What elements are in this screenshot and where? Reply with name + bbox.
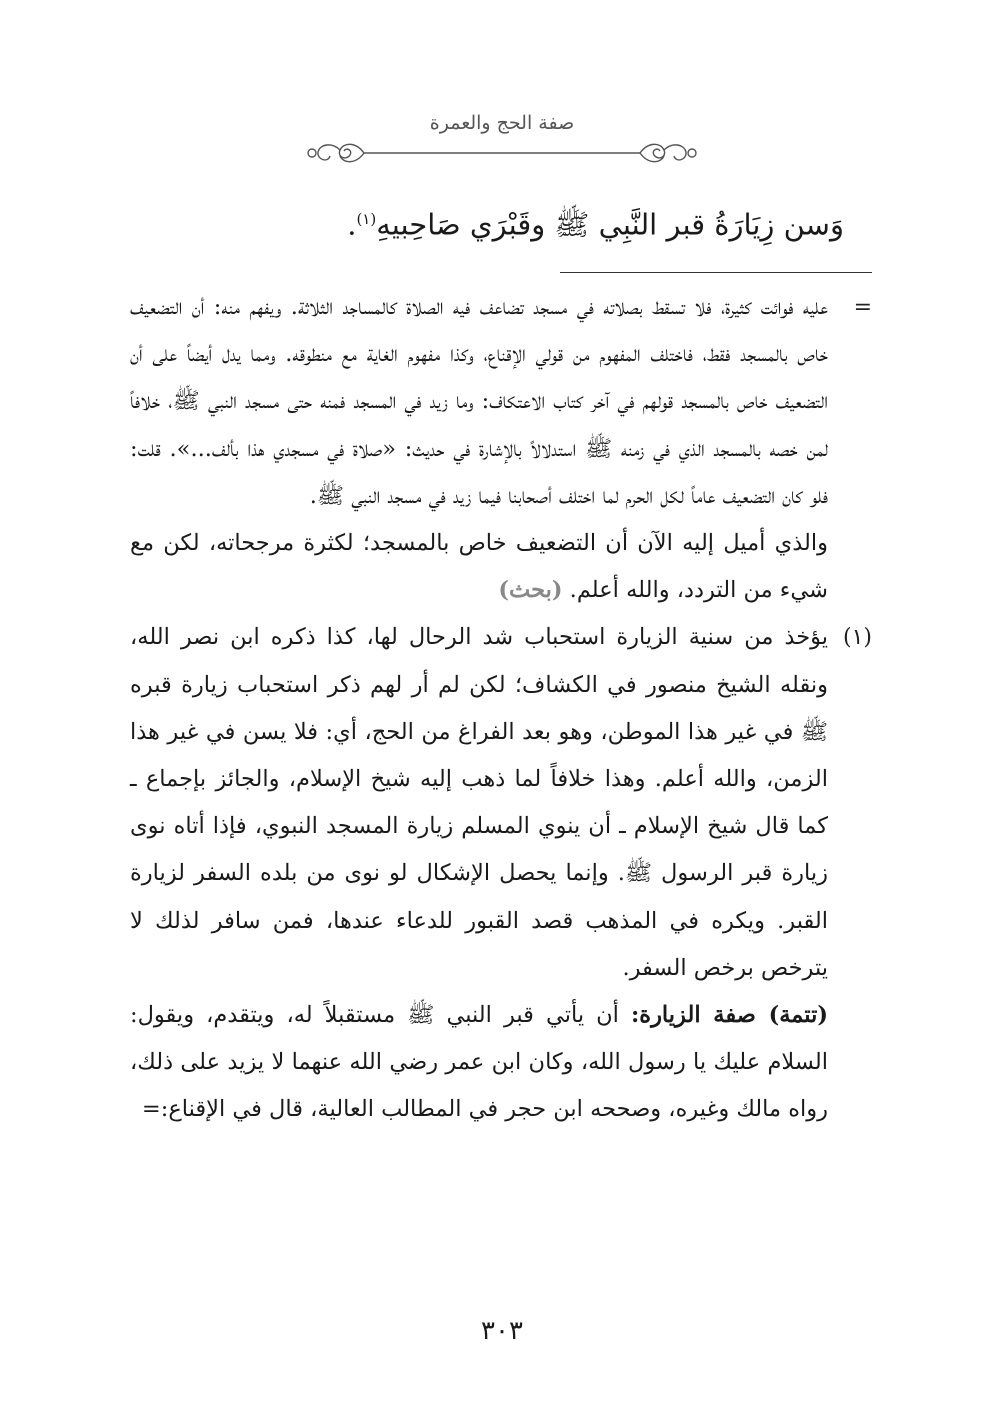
header-ornament-icon bbox=[300, 138, 704, 168]
continuation-marker: = bbox=[853, 295, 872, 320]
continuation-paragraph-1: عليه فوائت كثيرة، فلا تسقط بصلاته في مسجد تضاعف فيه الصلاة كالمساجد الثلاثة. ويفهم منه: أن التضعيف خاص بالمسجد فقط، فاختلف المفهوم من قولي الإقناع، وكذا مفهوم الغاية مع منطوقه. ومما يدل أيضاً على أن التضعيف خاص بالمسجد قولهم في آخر كتاب الاعتكاف: وما زيد في المسجد فمنه حتى مسجد النبي ﷺ، خلافاً لمن خصه بالمسجد الذي في زمنه ﷺ استدلالاً بالإشارة في حديث: «صلاة في مسجدي هذا بألف...». قلت: فلو كان التضعيف عاماً لكل الحرم لما اختلف أصحابنا فيما زيد في مسجد النبي ﷺ. bbox=[130, 294, 828, 509]
matn-text: وَسن زِيَارَةُ قبر النَّبِي ﷺ وقَبْرَي صَاحِبيهِ bbox=[376, 207, 844, 242]
footnote-reference: (١) bbox=[356, 210, 377, 228]
running-header bbox=[300, 112, 704, 172]
header-title: صفة الحج والعمرة bbox=[429, 112, 575, 134]
footnote-1 bbox=[130, 614, 872, 1133]
main-text-line bbox=[140, 196, 844, 248]
page-number: ٣٠٣ bbox=[481, 1316, 523, 1346]
footnote-1-paragraph-2 bbox=[130, 992, 828, 1134]
footnote-1-paragraph-1: يؤخذ من سنية الزيارة استحباب شد الرحال لها، كذا ذكره ابن نصر الله، ونقله الشيخ منصور في الكشاف؛ لكن لم أر لهم ذكر استحباب زيارة قبره ﷺ في غير هذا الموطن، وهو بعد الفراغ من الحج، أي: فلا يسن في غير هذا الزمن، والله أعلم. وهذا خلافاً لما ذهب إليه شيخ الإسلام، والجائز بإجماع ـ كما قال شيخ الإسلام ـ أن ينوي المسلم زيارة المسجد النبوي، فإذا أتاه نوى زيارة قبر الرسول ﷺ. وإنما يحصل الإشكال لو نوى من بلده السفر لزيارة القبر. ويكره في المذهب قصد القبور للدعاء عندها، فمن سافر لذلك لا يترخص برخص السفر. bbox=[130, 624, 828, 981]
bahth-label: (بحث) bbox=[498, 577, 563, 604]
footnote-separator bbox=[560, 272, 872, 273]
continuation-paragraph-2-text: والذي أميل إليه الآن أن التضعيف خاص بالمسجد؛ لكثرة مرجحاته، لكن مع شيء من التردد، والله أعلم. bbox=[130, 530, 828, 604]
tatimma-label: (تتمة) صفة الزيارة: bbox=[630, 1002, 828, 1029]
tatimma-text: أن يأتي قبر النبي ﷺ مستقبلاً له، ويتقدم، ويقول: السلام عليك يا رسول الله، وكان ابن عمر رضي الله عنهما لا يزيد على ذلك، رواه مالك وغيره، وصححه ابن حجر في المطالب العالية، قال في الإقناع:= bbox=[130, 1002, 828, 1123]
matn-end: . bbox=[347, 207, 357, 242]
footnotes-section bbox=[130, 284, 872, 1134]
footnote-1-marker: (١) bbox=[842, 625, 872, 651]
footnote-continuation bbox=[130, 284, 872, 614]
continuation-paragraph-2 bbox=[130, 520, 828, 614]
